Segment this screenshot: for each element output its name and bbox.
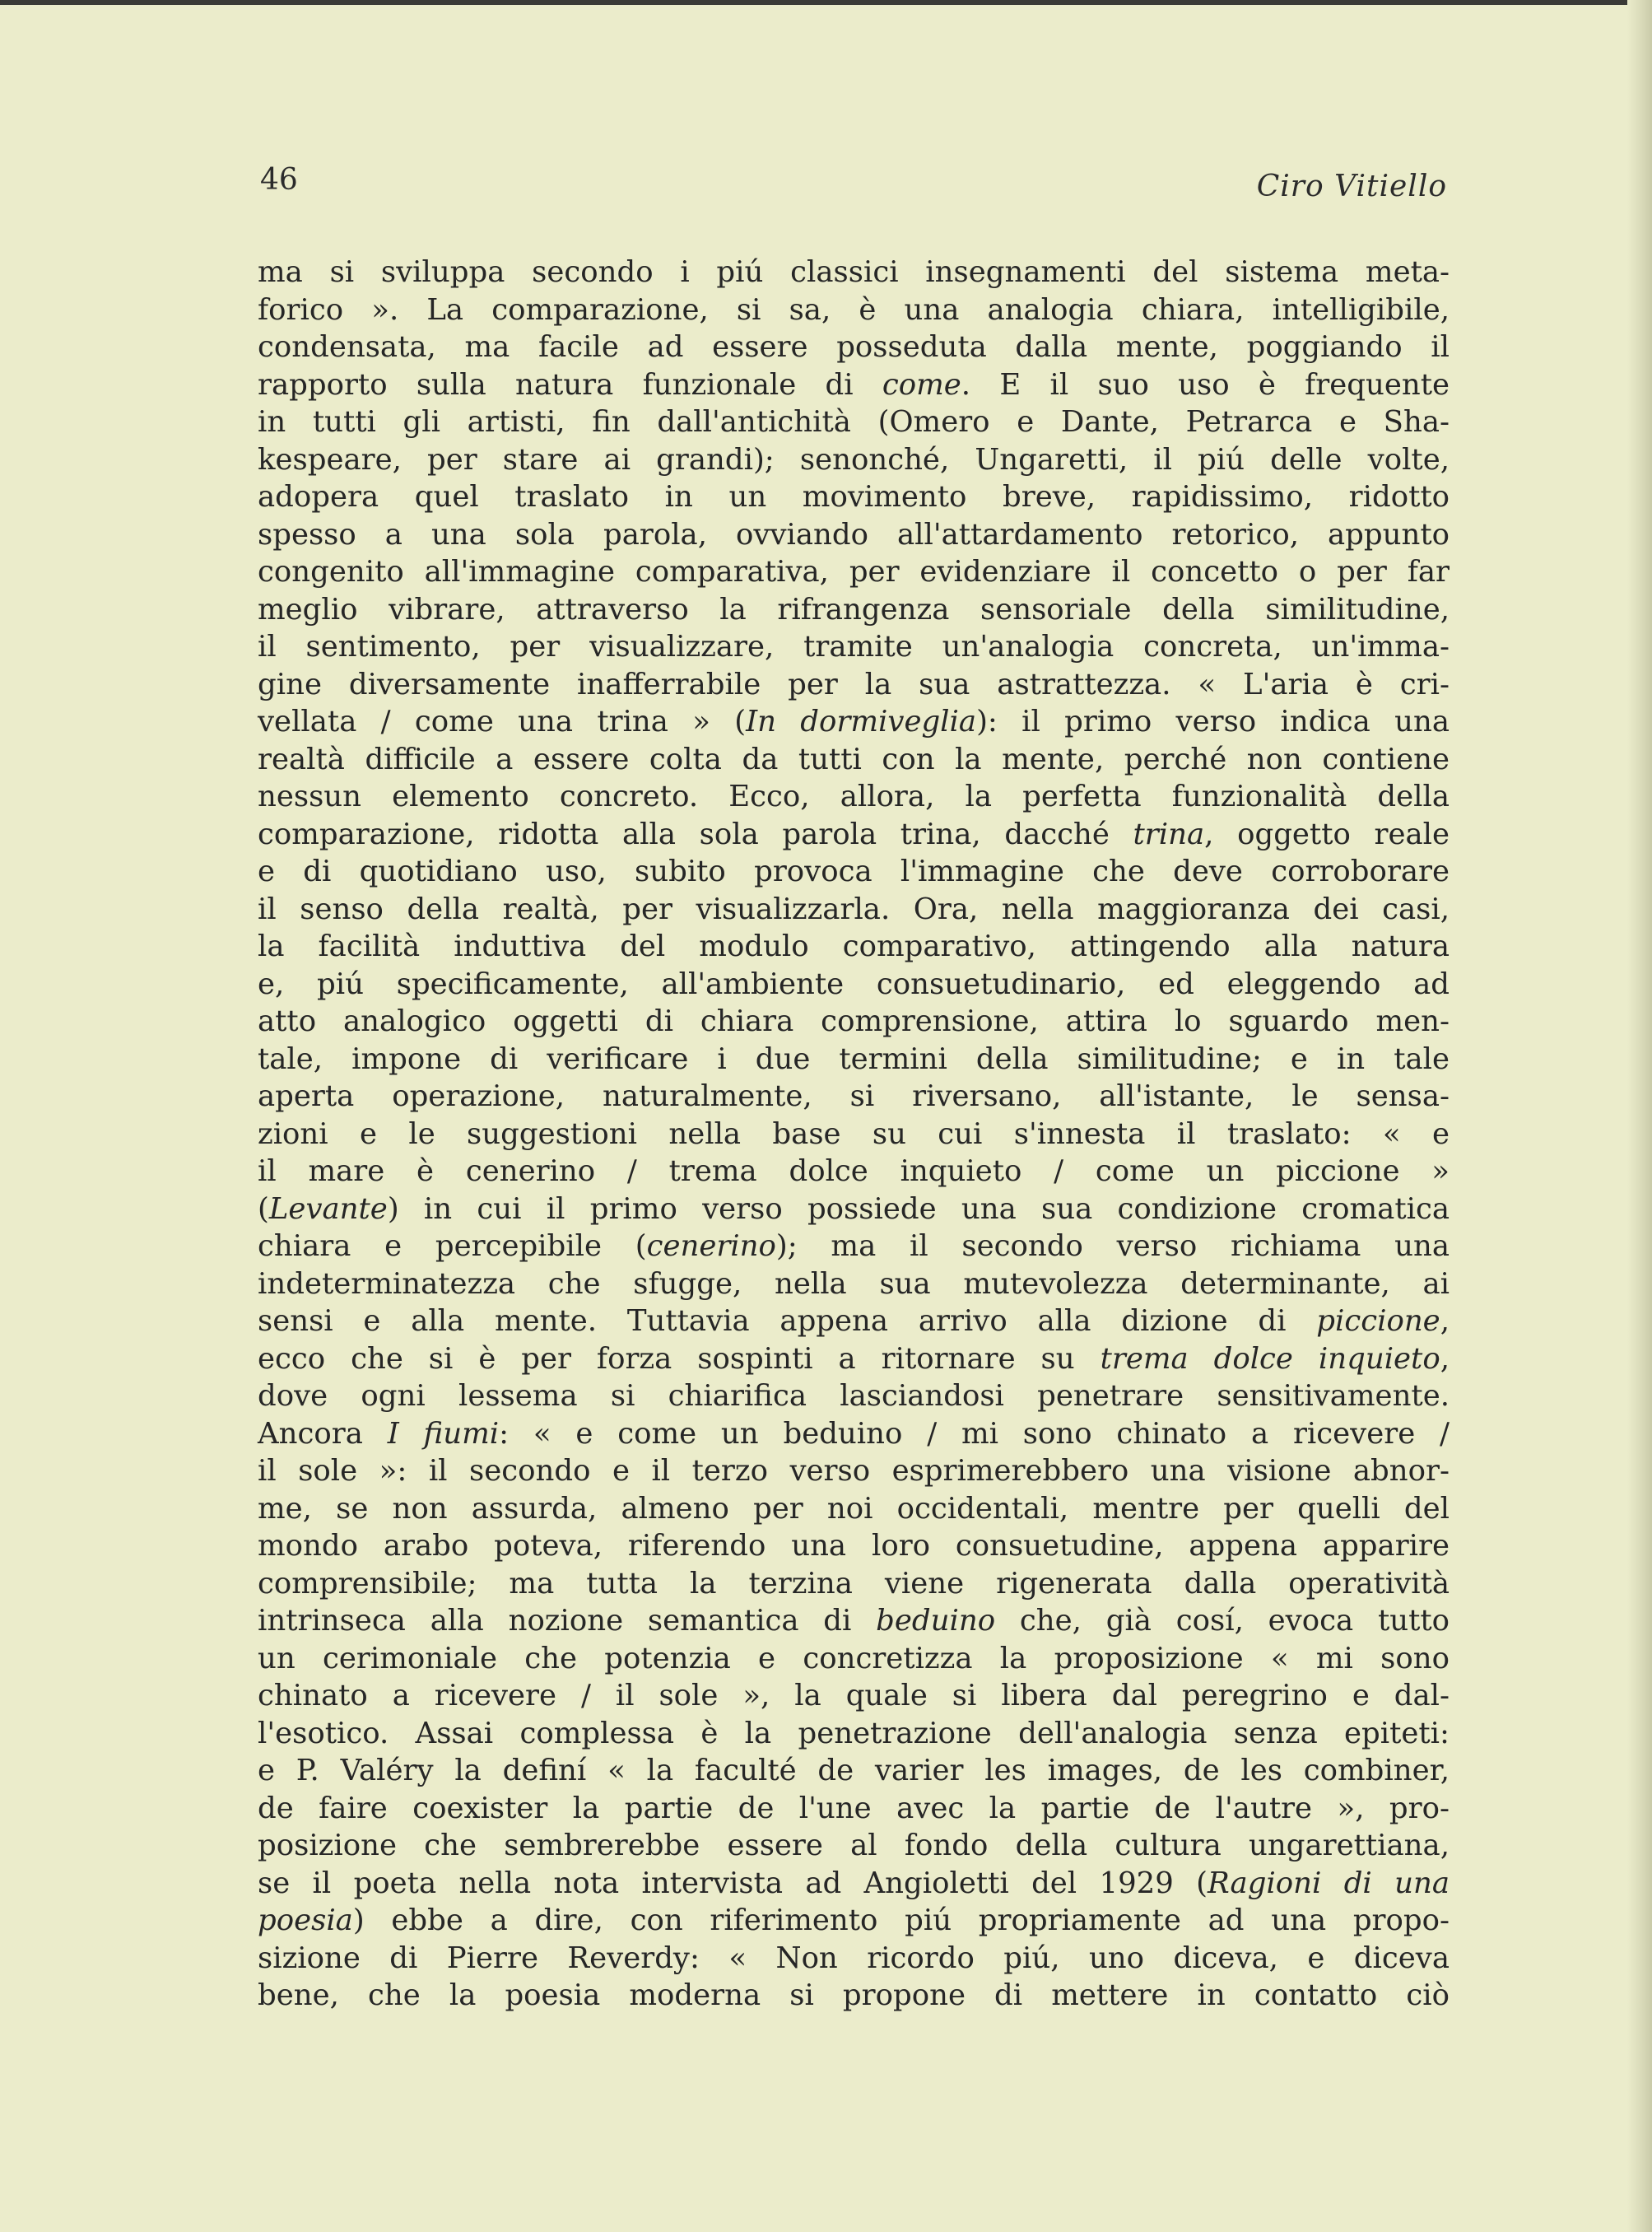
text-segment: ); ma il secondo verso richiama una — [775, 1229, 1450, 1263]
text-line — [258, 1715, 1450, 1753]
text-line — [258, 928, 1450, 966]
text-segment: dove ogni lessema si chiarifica lasciandosi penetrare sensitivamente. — [258, 1379, 1450, 1413]
text-segment: se il poeta nella nota intervista ad Angioletti del 1929 ( — [258, 1866, 1208, 1900]
text-segment: indeterminatezza che sfugge, nella sua mutevolezza determinante, ai — [258, 1266, 1450, 1301]
text-segment: e di quotidiano uso, subito provoca l'immagine che deve corroborare — [258, 855, 1450, 888]
text-segment: atto analogico oggetti di chiara comprensione, attira lo sguardo men- — [258, 1004, 1450, 1038]
text-segment: l'esotico. Assai complessa è la penetrazione dell'analogia senza epiteti: — [258, 1716, 1450, 1750]
text-line — [258, 628, 1450, 666]
italic-text: piccione — [1316, 1304, 1440, 1338]
text-segment: , oggetto reale — [1204, 817, 1450, 851]
text-segment: il mare è cenerino / trema dolce inquieto / come un piccione » — [258, 1154, 1450, 1188]
text-segment: ma si sviluppa secondo i piú classici insegnamenti del sistema meta- — [258, 255, 1450, 289]
text-line — [258, 1527, 1450, 1565]
text-line — [258, 329, 1450, 366]
text-segment: . E il suo uso è frequente — [961, 367, 1450, 402]
text-segment: ( — [258, 1191, 269, 1226]
text-line — [258, 1977, 1450, 2015]
italic-text: Ragioni di una — [1208, 1866, 1450, 1900]
text-segment: ): il primo verso indica una — [976, 705, 1450, 739]
text-segment: e P. Valéry la definí « la faculté de varier les images, de les combiner, — [258, 1754, 1450, 1787]
text-line — [258, 1003, 1450, 1041]
page-number: 46 — [260, 163, 298, 197]
text-line — [258, 441, 1450, 479]
text-line — [258, 366, 1450, 404]
text-line — [258, 1302, 1450, 1340]
text-segment: chinato a ricevere / il sole », la quale si libera dal peregrino e dal- — [258, 1679, 1450, 1712]
text-line — [258, 1940, 1450, 1978]
text-line — [258, 1865, 1450, 1903]
text-segment: comparazione, ridotta alla sola parola trina, dacché — [258, 817, 1133, 851]
text-segment: posizione che sembrerebbe essere al fondo della cultura ungarettiana, — [258, 1829, 1450, 1862]
text-segment: in tutti gli artisti, fin dall'antichità (Omero e Dante, Petrarca e Sha- — [258, 405, 1450, 439]
text-line — [258, 553, 1450, 591]
text-line — [258, 1752, 1450, 1790]
text-line — [258, 1153, 1450, 1191]
text-line — [258, 853, 1450, 891]
text-line — [258, 478, 1450, 516]
italic-text: trina — [1133, 817, 1205, 851]
text-line — [258, 1415, 1450, 1453]
text-line — [258, 1116, 1450, 1153]
text-line — [258, 1377, 1450, 1415]
text-line — [258, 1677, 1450, 1715]
text-line — [258, 966, 1450, 1004]
text-segment: bene, che la poesia moderna si propone di mettere in contatto ciò — [258, 1978, 1450, 2012]
text-line — [258, 1640, 1450, 1678]
text-segment: vellata / come una trina » ( — [258, 705, 747, 739]
text-segment: ecco che si è per forza sospinti a ritornare su — [258, 1341, 1101, 1376]
text-line — [258, 666, 1450, 704]
text-segment: sizione di Pierre Reverdy: « Non ricordo piú, uno diceva, e diceva — [258, 1941, 1450, 1975]
text-segment: realtà difficile a essere colta da tutti con la mente, perché non contiene — [258, 742, 1450, 776]
text-line — [258, 1452, 1450, 1490]
scan-right-edge — [1627, 0, 1652, 2232]
text-segment: de faire coexister la partie de l'une avec la partie de l'autre », pro- — [258, 1791, 1450, 1825]
text-segment: gine diversamente inafferrabile per la sua astrattezza. « L'aria è cri- — [258, 667, 1450, 701]
text-segment: il sole »: il secondo e il terzo verso esprimerebbero una visione abnor- — [258, 1454, 1450, 1488]
running-head-author: Ciro Vitiello — [1256, 170, 1447, 203]
text-line — [258, 1228, 1450, 1265]
text-segment: Ancora — [258, 1416, 388, 1451]
page-header — [260, 163, 1447, 212]
text-segment: nessun elemento concreto. Ecco, allora, la perfetta funzionalità della — [258, 780, 1450, 813]
italic-text: beduino — [876, 1604, 996, 1638]
text-segment: e, piú specificamente, all'ambiente consuetudinario, ed eleggendo ad — [258, 967, 1450, 1001]
italic-text: Levante — [268, 1191, 388, 1226]
italic-text: poesia — [258, 1903, 353, 1937]
text-line — [258, 591, 1450, 629]
text-segment: forico ». La comparazione, si sa, è una analogia chiara, intelligibile, — [258, 292, 1450, 327]
text-line — [258, 1902, 1450, 1940]
text-segment: , — [1440, 1304, 1450, 1338]
italic-text: trema dolce inquieto — [1100, 1341, 1440, 1376]
text-segment: zioni e le suggestioni nella base su cui s'innesta il traslato: « e — [258, 1116, 1450, 1151]
text-line — [258, 1191, 1450, 1228]
text-line — [258, 516, 1450, 554]
text-segment: mondo arabo poteva, riferendo una loro consuetudine, appena apparire — [258, 1529, 1450, 1563]
text-line — [258, 816, 1450, 854]
text-segment: il senso della realtà, per visualizzarla. Ora, nella maggioranza dei casi, — [258, 892, 1450, 926]
text-segment: rapporto sulla natura funzionale di — [258, 367, 882, 402]
text-segment: meglio vibrare, attraverso la rifrangenza sensoriale della similitudine, — [258, 592, 1450, 627]
text-segment: ) ebbe a dire, con riferimento piú propriamente ad una propo- — [352, 1903, 1450, 1937]
text-segment: comprensibile; ma tutta la terzina viene rigenerata dalla operatività — [258, 1566, 1450, 1601]
body-text — [258, 254, 1450, 2015]
text-segment: kespeare, per stare ai grandi); senonché, Ungaretti, il piú delle volte, — [258, 442, 1450, 477]
italic-text: cenerino — [646, 1229, 776, 1263]
text-segment: tale, impone di verificare i due termini della similitudine; e in tale — [258, 1041, 1450, 1076]
text-line — [258, 1041, 1450, 1079]
text-line — [258, 1078, 1450, 1116]
text-segment: la facilità induttiva del modulo comparativo, attingendo alla natura — [258, 930, 1450, 963]
italic-text: In dormiveglia — [746, 705, 977, 739]
text-line — [258, 778, 1450, 816]
text-line — [258, 1565, 1450, 1603]
text-line — [258, 254, 1450, 291]
text-line — [258, 891, 1450, 929]
italic-text: I fiumi — [387, 1416, 500, 1451]
text-segment: aperta operazione, naturalmente, si riversano, all'istante, le sensa- — [258, 1079, 1450, 1113]
text-segment: intrinseca alla nozione semantica di — [258, 1604, 877, 1638]
text-line — [258, 1790, 1450, 1828]
text-line — [258, 403, 1450, 441]
text-segment: sensi e alla mente. Tuttavia appena arrivo alla dizione di — [258, 1304, 1317, 1338]
text-segment: me, se non assurda, almeno per noi occidentali, mentre per quelli del — [258, 1491, 1450, 1526]
text-line — [258, 1490, 1450, 1528]
text-line — [258, 1340, 1450, 1378]
text-segment: congenito all'immagine comparativa, per evidenziare il concetto o per far — [258, 555, 1450, 589]
text-segment: condensata, ma facile ad essere posseduta dalla mente, poggiando il — [258, 330, 1450, 364]
text-line — [258, 703, 1450, 741]
text-segment: : « e come un beduino / mi sono chinato a ricevere / — [499, 1416, 1450, 1451]
text-line — [258, 741, 1450, 779]
text-segment: il sentimento, per visualizzare, tramite un'analogia concreta, un'imma- — [258, 630, 1450, 664]
scan-top-edge — [0, 0, 1652, 5]
text-segment: spesso a una sola parola, ovviando all'attardamento retorico, appunto — [258, 517, 1450, 552]
italic-text: come — [882, 367, 961, 402]
text-line — [258, 1602, 1450, 1640]
text-segment: che, già cosí, evoca tutto — [995, 1604, 1450, 1638]
text-line — [258, 1827, 1450, 1865]
text-segment: chiara e percepibile ( — [258, 1229, 647, 1263]
text-line — [258, 291, 1450, 329]
text-line — [258, 1265, 1450, 1303]
text-segment: , — [1440, 1341, 1450, 1376]
text-segment: adopera quel traslato in un movimento breve, rapidissimo, ridotto — [258, 480, 1450, 514]
text-segment: un cerimoniale che potenzia e concretizza la proposizione « mi sono — [258, 1641, 1450, 1675]
text-segment: ) in cui il primo verso possiede una sua condizione cromatica — [387, 1191, 1450, 1226]
